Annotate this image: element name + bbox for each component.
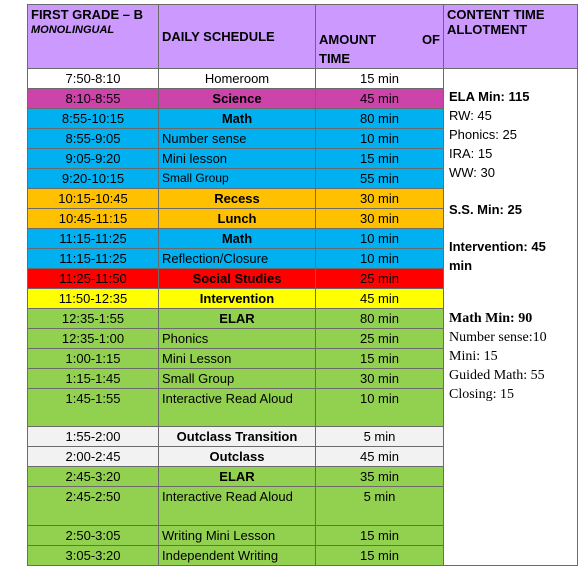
row-amount: 30 min — [316, 189, 444, 209]
row-amount: 10 min — [316, 389, 444, 427]
ela-item: Phonics: 25 — [449, 127, 517, 142]
row-time: 2:00-2:45 — [28, 447, 159, 467]
row-time: 11:15-11:25 — [28, 249, 159, 269]
math-minutes-title: Math Min: 90 — [449, 311, 533, 326]
row-time: 8:55-9:05 — [28, 129, 159, 149]
row-amount: 5 min — [316, 487, 444, 526]
row-time: 9:05-9:20 — [28, 149, 159, 169]
row-time: 2:45-2:50 — [28, 487, 159, 526]
intervention-minutes-title: Intervention: 45 min — [449, 239, 546, 273]
row-activity: Homeroom — [159, 69, 316, 89]
row-amount: 80 min — [316, 309, 444, 329]
schedule-table — [27, 4, 578, 566]
row-activity: Small Group — [159, 169, 316, 189]
row-activity: Number sense — [159, 129, 316, 149]
row-activity: Intervention — [159, 289, 316, 309]
ela-item: WW: 30 — [449, 165, 495, 180]
row-time: 8:10-8:55 — [28, 89, 159, 109]
header-amount — [316, 5, 444, 69]
row-time: 1:15-1:45 — [28, 369, 159, 389]
ela-minutes-title: ELA Min: 115 — [449, 89, 530, 104]
row-time: 11:50-12:35 — [28, 289, 159, 309]
row-activity: Recess — [159, 189, 316, 209]
row-activity: Interactive Read Aloud — [159, 389, 316, 427]
row-time: 12:35-1:00 — [28, 329, 159, 349]
row-time: 1:00-1:15 — [28, 349, 159, 369]
row-activity: Math — [159, 109, 316, 129]
content-allotment-cell — [444, 69, 578, 566]
row-activity: Writing Mini Lesson — [159, 526, 316, 546]
row-activity: Outclass — [159, 447, 316, 467]
ss-minutes-title: S.S. Min: 25 — [449, 202, 522, 217]
row-time: 1:55-2:00 — [28, 427, 159, 447]
row-amount: 25 min — [316, 269, 444, 289]
row-activity: Math — [159, 229, 316, 249]
header-amount-of: OF — [421, 32, 440, 47]
row-time: 8:55-10:15 — [28, 109, 159, 129]
row-activity: Phonics — [159, 329, 316, 349]
math-item: Guided Math: 55 — [449, 368, 545, 383]
row-activity: Interactive Read Aloud — [159, 487, 316, 526]
header-amount-label: AMOUNT — [319, 32, 377, 47]
math-item: Number sense:10 — [449, 330, 547, 345]
row-amount: 15 min — [316, 546, 444, 566]
header-amount-time: TIME — [319, 51, 351, 66]
row-amount: 45 min — [316, 289, 444, 309]
row-time: 11:25-11:50 — [28, 269, 159, 289]
header-daily-schedule — [159, 5, 316, 69]
row-amount: 10 min — [316, 249, 444, 269]
row-time: 2:45-3:20 — [28, 467, 159, 487]
math-item: Closing: 15 — [449, 387, 514, 402]
row-activity: Mini lesson — [159, 149, 316, 169]
row-activity: Independent Writing — [159, 546, 316, 566]
header-daily-schedule-label: DAILY SCHEDULE — [162, 29, 275, 44]
ela-item: IRA: 15 — [449, 146, 493, 161]
row-amount: 25 min — [316, 329, 444, 349]
header-grade-title: FIRST GRADE – B — [31, 7, 143, 22]
row-time: 9:20-10:15 — [28, 169, 159, 189]
row-activity: ELAR — [159, 309, 316, 329]
row-amount: 80 min — [316, 109, 444, 129]
row-amount: 35 min — [316, 467, 444, 487]
row-amount: 15 min — [316, 69, 444, 89]
row-time: 12:35-1:55 — [28, 309, 159, 329]
schedule-row — [28, 69, 578, 89]
row-activity: Social Studies — [159, 269, 316, 289]
row-time: 7:50-8:10 — [28, 69, 159, 89]
header-content-time-label: CONTENT TIME — [447, 7, 545, 22]
row-amount: 10 min — [316, 129, 444, 149]
row-amount: 45 min — [316, 89, 444, 109]
row-activity: Reflection/Closure — [159, 249, 316, 269]
header-grade-subtitle: MONOLINGUAL — [31, 24, 115, 36]
row-amount: 5 min — [316, 427, 444, 447]
math-item: Mini: 15 — [449, 349, 498, 364]
header-content-time — [444, 5, 578, 69]
header-grade — [28, 5, 159, 69]
row-amount: 30 min — [316, 369, 444, 389]
ela-item: RW: 45 — [449, 108, 492, 123]
row-time: 3:05-3:20 — [28, 546, 159, 566]
row-time: 10:45-11:15 — [28, 209, 159, 229]
row-amount: 10 min — [316, 229, 444, 249]
row-amount: 45 min — [316, 447, 444, 467]
row-activity: ELAR — [159, 467, 316, 487]
row-activity: Science — [159, 89, 316, 109]
row-activity: Mini Lesson — [159, 349, 316, 369]
row-amount: 15 min — [316, 349, 444, 369]
row-time: 10:15-10:45 — [28, 189, 159, 209]
row-activity: Lunch — [159, 209, 316, 229]
row-activity: Outclass Transition — [159, 427, 316, 447]
row-amount: 15 min — [316, 526, 444, 546]
row-amount: 15 min — [316, 149, 444, 169]
header-allotment-label: ALLOTMENT — [447, 22, 528, 37]
row-time: 2:50-3:05 — [28, 526, 159, 546]
row-time: 1:45-1:55 — [28, 389, 159, 427]
row-amount: 30 min — [316, 209, 444, 229]
row-time: 11:15-11:25 — [28, 229, 159, 249]
row-activity: Small Group — [159, 369, 316, 389]
schedule-table-wrapper — [27, 4, 578, 566]
row-amount: 55 min — [316, 169, 444, 189]
